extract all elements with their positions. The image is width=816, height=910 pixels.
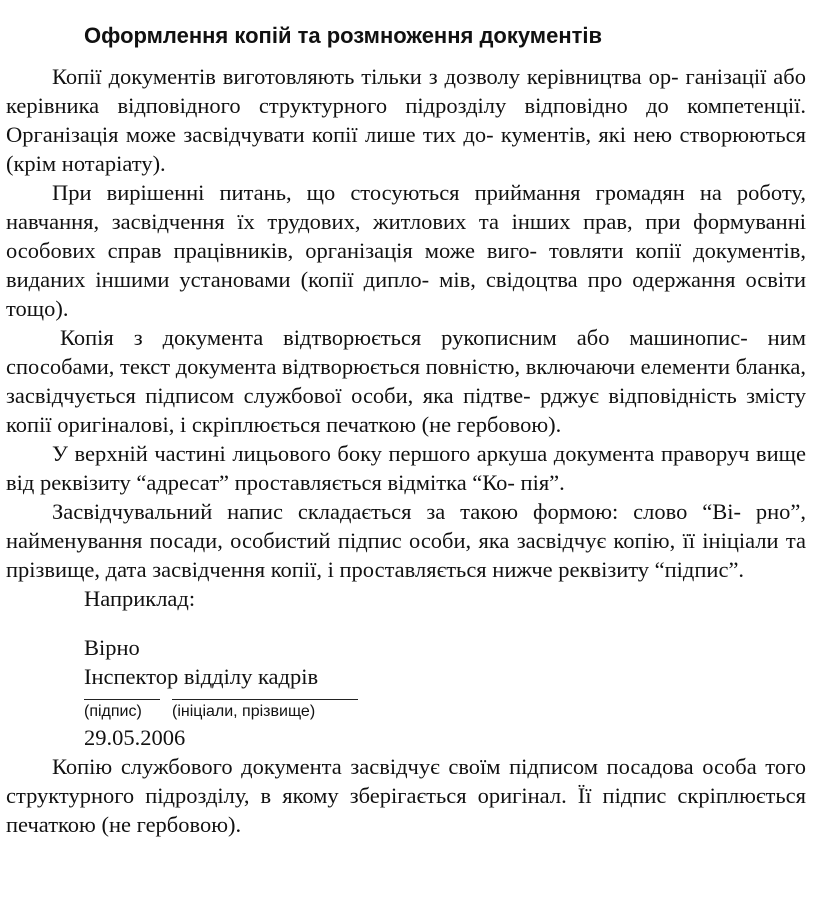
signature-line	[84, 699, 160, 700]
paragraph-copies-other-institutions: При вирішенні питань, що стосуються приймання громадян на роботу, навчання, засвідчення їх трудових, житлових та інших прав, при формуванні особових справ працівників, організація може виго- товляти копії документів, виданих іншими установами (копії дипло- мів, свідоцтва про одержання освіти тощо).	[6, 180, 806, 321]
initials-label: (ініціали, прізвище)	[172, 703, 316, 720]
paragraph-copy-reproduction: Копія з документа відтворюється рукописним або машинопис- ним способами, текст документа відтворюється повністю, включаючи елементи бланка, засвідчується підписом службової особи, яка підтве- рджує відповідність змісту копії оригіналові, і скріплюється печаткою (не гербовою).	[6, 325, 806, 437]
example-word-correct: Вірно	[84, 635, 140, 660]
paragraph-certification-form: Засвідчувальний напис складається за такою формою: слово “Ві- рно”, найменування посади, особистий підпис особи, яка засвідчує копію, її ініціали та прізвище, дата засвідчення копії, і проставляється нижче реквізиту “підпис”.	[6, 499, 806, 582]
signature-block	[84, 697, 806, 723]
paragraph-official-certification: Копію службового документа засвідчує своїм підписом посадова особа того структурного підрозділу, в якому зберігається оригінал. Її підпис скріплюється печаткою (не гербовою).	[6, 754, 806, 837]
example-position: Інспектор відділу кадрів	[84, 664, 319, 689]
signature-label: (підпис)	[84, 703, 142, 720]
document-title: Оформлення копій та розмноження документів	[84, 23, 603, 48]
paragraph-copies-permission: Копії документів виготовляють тільки з дозволу керівництва ор- ганізації або керівника відповідного структурного підрозділу відповідно до компетенції. Організація може засвідчувати копії лише тих до- кументів, які нею створюються (крім нотаріату).	[6, 64, 806, 176]
document-body	[6, 62, 806, 839]
example-label: Наприклад:	[84, 586, 196, 611]
paragraph-copy-mark: У верхній частині лицьового боку першого аркуша документа праворуч вище від реквізиту “адресат” проставляється відмітка “Ко- пія”.	[6, 441, 806, 495]
initials-line	[172, 699, 358, 700]
example-date: 29.05.2006	[84, 725, 186, 750]
example-spacer	[6, 613, 806, 633]
